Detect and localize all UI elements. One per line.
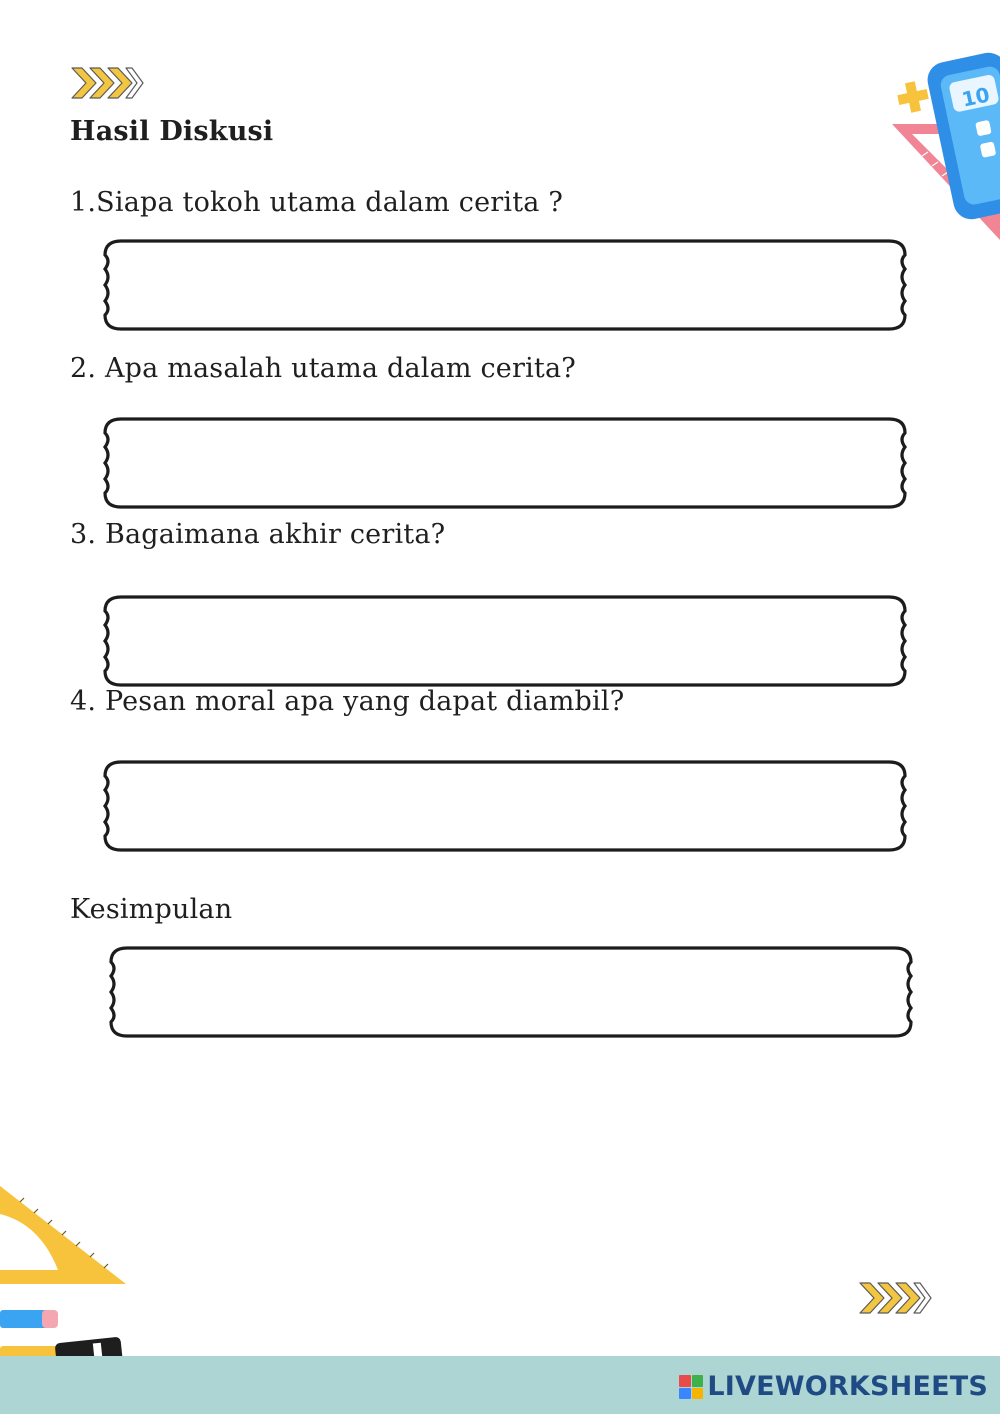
answer-box-4[interactable] [103, 760, 907, 852]
question-4-label: 4. Pesan moral apa yang dapat diambil? [70, 686, 625, 717]
brand-text: LIVEWORKSHEETS [707, 1371, 988, 1402]
question-3-label: 3. Bagaimana akhir cerita? [70, 519, 446, 550]
question-1-label: 1.Siapa tokoh utama dalam cerita ? [70, 187, 564, 218]
answer-box-2[interactable] [103, 417, 907, 509]
answer-box-1[interactable] [103, 239, 907, 331]
page-title: Hasil Diskusi [70, 116, 274, 147]
question-2-label: 2. Apa masalah utama dalam cerita? [70, 353, 576, 384]
math-tools-decoration [890, 52, 1000, 242]
calculator-display: 10 [959, 82, 992, 112]
liveworksheets-logo-icon [679, 1375, 703, 1399]
answer-box-3[interactable] [103, 595, 907, 687]
set-square-ruler-icon [0, 1184, 130, 1288]
chevrons-top-icon [70, 66, 144, 100]
chevrons-bottom-icon [858, 1281, 932, 1315]
conclusion-box[interactable] [109, 946, 913, 1038]
conclusion-label: Kesimpulan [70, 894, 233, 925]
liveworksheets-brand[interactable] [679, 1372, 988, 1402]
